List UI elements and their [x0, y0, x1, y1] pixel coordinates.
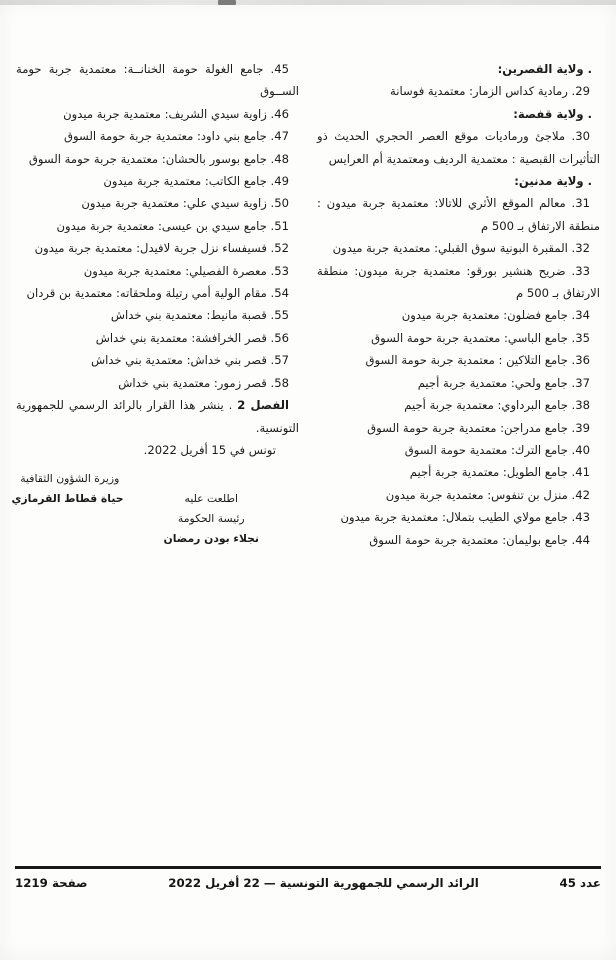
heritage-item-52: 52. فسيفساء نزل جربة لافيدل: معتمدية جربة ميدون: [34, 241, 289, 256]
heritage-item-57: 57. قصر بني خداش: معتمدية بني خداش: [90, 353, 289, 368]
heritage-item-39: 39. جامع مدراجن: معتمدية جربة حومة السوق: [367, 420, 590, 435]
place-date-line: تونس في 15 أفريل 2022.: [143, 442, 276, 457]
heritage-item-40: 40. جامع الترك: معتمدية حومة السوق: [404, 442, 590, 457]
heritage-item-44: 44. جامع بوليمان: معتمدية جربة حومة السوق: [369, 532, 590, 547]
heritage-item-29: 29. رمادية كداس الزمار: معتمدية فوسانة: [390, 84, 590, 99]
journal-title-date: الرائد الرسمي للجمهورية التونسية — 22 أفريل 2022: [168, 875, 479, 890]
culture-minister-title: وزيرة الشؤون الثقافية: [20, 472, 120, 486]
heritage-item-31: 31. معالم الموقع الأثري للاتالا: معتمدية جربة ميدون : منطقة الارتفاق بـ 500 م: [317, 196, 600, 233]
seen-by-label: اطلعت عليه: [184, 492, 239, 506]
heritage-item-50: 50. زاوية سيدي علي: معتمدية جربة ميدون: [81, 196, 289, 211]
heritage-item-54: 54. مقام الولية أمي رتيلة وملحقاته: معتمدية بن قردان: [26, 286, 289, 301]
culture-minister-name: حياة قطاط القرمازي: [11, 492, 124, 506]
seen-by-block: [124, 469, 299, 549]
heritage-item-58: 58. قصر زمور: معتمدية بني خداش: [118, 375, 289, 390]
heritage-item-30: 30. ملاجئ ورماديات موقع العصر الحجري الحديث ذو التأثيرات القبصية : معتمدية الرديف ومعتمدية أم العرايس: [317, 129, 600, 166]
heritage-item-32: 32. المقبرة البونية سوق القبلي: معتمدية جربة ميدون: [332, 241, 590, 256]
heritage-item-56: 56. قصر الخرافشة: معتمدية بني خداش: [95, 330, 289, 345]
page-number: صفحة 1219: [15, 875, 88, 890]
column-left: [11, 58, 299, 551]
heritage-item-42: 42. منزل بن تنفوس: معتمدية جربة ميدون: [385, 487, 590, 502]
heritage-item-33: 33. ضريح هنشير بورقو: معتمدية جربة ميدون: منطقة الارتفاق بـ 500 م: [317, 263, 600, 301]
heritage-item-53: 53. معصرة الفصيلي: معتمدية جربة ميدون: [83, 263, 289, 278]
heritage-item-47: 47. جامع بني داود: معتمدية جربة حومة السوق: [64, 129, 289, 144]
heritage-item-49: 49. جامع الكاتب: معتمدية جربة ميدون: [103, 174, 289, 189]
heritage-item-38: 38. جامع البرداوي: معتمدية جربة أجيم: [404, 398, 590, 413]
heritage-item-34: 34. جامع فضلون: معتمدية جربة ميدون: [401, 308, 590, 323]
head-of-government-title: رئيسة الحكومة: [177, 512, 245, 526]
scan-edge-artifact: [0, 0, 616, 5]
governorate-header-medenine: . ولاية مدنين:: [514, 174, 592, 189]
article-2-label: الفصل 2: [237, 398, 289, 413]
head-of-government-name: نجلاء بودن رمضان: [163, 532, 259, 546]
article-2-paragraph: [16, 394, 299, 439]
heritage-item-55: 55. قصبة مانيط: معتمدية بني خداش: [110, 308, 289, 323]
heritage-item-51: 51. جامع سيدي بن عيسى: معتمدية جربة ميدون: [56, 218, 289, 233]
heritage-item-35: 35. جامع الباسي: معتمدية جربة حومة السوق: [371, 330, 590, 345]
article-2-text: . ينشر هذا القرار بالرائد الرسمي للجمهورية التونسية.: [16, 398, 299, 435]
page-footer: [15, 866, 601, 890]
heritage-item-45: 45. جامع الغولة حومة الخنانــة: معتمدية جربة حومة الســوق: [16, 62, 299, 99]
footer-row: [15, 869, 601, 890]
heritage-item-43: 43. جامع مولاي الطيب بتملال: معتمدية جربة ميدون: [340, 510, 590, 525]
signature-block: [11, 469, 299, 549]
column-right: [317, 58, 600, 551]
page-body: [11, 58, 600, 551]
minister-block: [11, 469, 124, 549]
heritage-item-41: 41. جامع الطويل: معتمدية جربة أجيم: [409, 465, 590, 480]
heritage-item-37: 37. جامع ولحي: معتمدية جربة أجيم: [417, 375, 590, 390]
heritage-item-46: 46. زاوية سيدي الشريف: معتمدية جربة ميدون: [63, 106, 289, 121]
heritage-item-48: 48. جامع بوسور بالحشان: معتمدية جربة حومة السوق: [28, 151, 289, 166]
scan-smudge-mark: [218, 0, 236, 5]
governorate-header-gafsa: . ولاية قفصة:: [513, 106, 592, 121]
issue-number: عدد 45: [559, 875, 601, 890]
heritage-item-36: 36. جامع التلاكين : معتمدية جربة حومة السوق: [365, 353, 590, 368]
governorate-header-kasserine: . ولاية القصرين:: [497, 62, 592, 76]
